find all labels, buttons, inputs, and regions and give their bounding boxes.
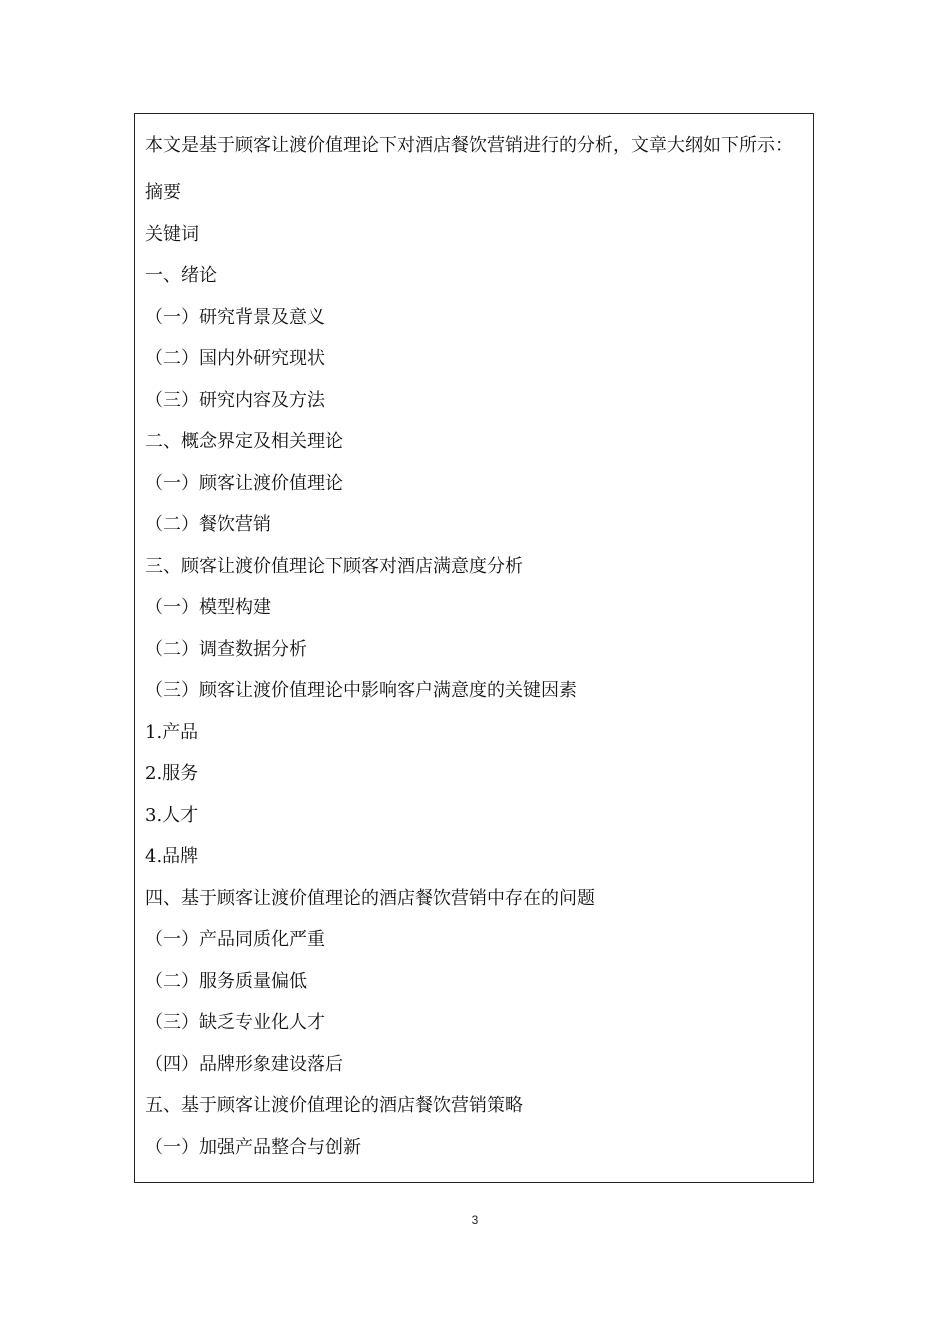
- outline-item: （二）调查数据分析: [145, 638, 307, 660]
- outline-item: （三）顾客让渡价值理论中影响客户满意度的关键因素: [145, 680, 577, 701]
- outline-item: 1.产品: [145, 721, 199, 743]
- outline-item: （一）加强产品整合与创新: [145, 1136, 361, 1158]
- outline-item: （一）顾客让渡价值理论: [145, 472, 343, 494]
- outline-item: 3.人才: [145, 804, 199, 826]
- outline-item: （一）产品同质化严重: [145, 929, 325, 950]
- outline-list: [145, 172, 805, 1168]
- outline-item: 四、基于顾客让渡价值理论的酒店餐饮营销中存在的问题: [145, 887, 595, 909]
- outline-item: （四）品牌形象建设落后: [145, 1053, 343, 1075]
- outline-item: 2.服务: [145, 763, 199, 784]
- outline-item: 关键词: [145, 223, 199, 245]
- outline-item: 4.品牌: [145, 846, 199, 867]
- outline-item: （三）研究内容及方法: [145, 389, 325, 411]
- page-number: 3: [471, 1213, 479, 1227]
- outline-item: 二、概念界定及相关理论: [145, 431, 343, 452]
- outline-item: （二）餐饮营销: [145, 514, 271, 535]
- intro-paragraph: 本文是基于顾客让渡价值理论下对酒店餐饮营销进行的分析，文章大纲如下所示：: [145, 135, 793, 156]
- table-cell-frame: [134, 113, 814, 1183]
- outline-item: （三）缺乏专业化人才: [145, 1012, 325, 1033]
- outline-item: （一）模型构建: [145, 597, 271, 618]
- outline-item: 五、基于顾客让渡价值理论的酒店餐饮营销策略: [145, 1095, 523, 1116]
- outline-item: （二）服务质量偏低: [145, 970, 307, 992]
- outline-item: 三、顾客让渡价值理论下顾客对酒店满意度分析: [145, 555, 523, 577]
- cell-content: [145, 130, 805, 1168]
- outline-item: （一）研究背景及意义: [145, 306, 325, 328]
- outline-item: 一、绪论: [145, 265, 217, 286]
- outline-item: 摘要: [145, 182, 181, 203]
- outline-item: （二）国内外研究现状: [145, 348, 325, 369]
